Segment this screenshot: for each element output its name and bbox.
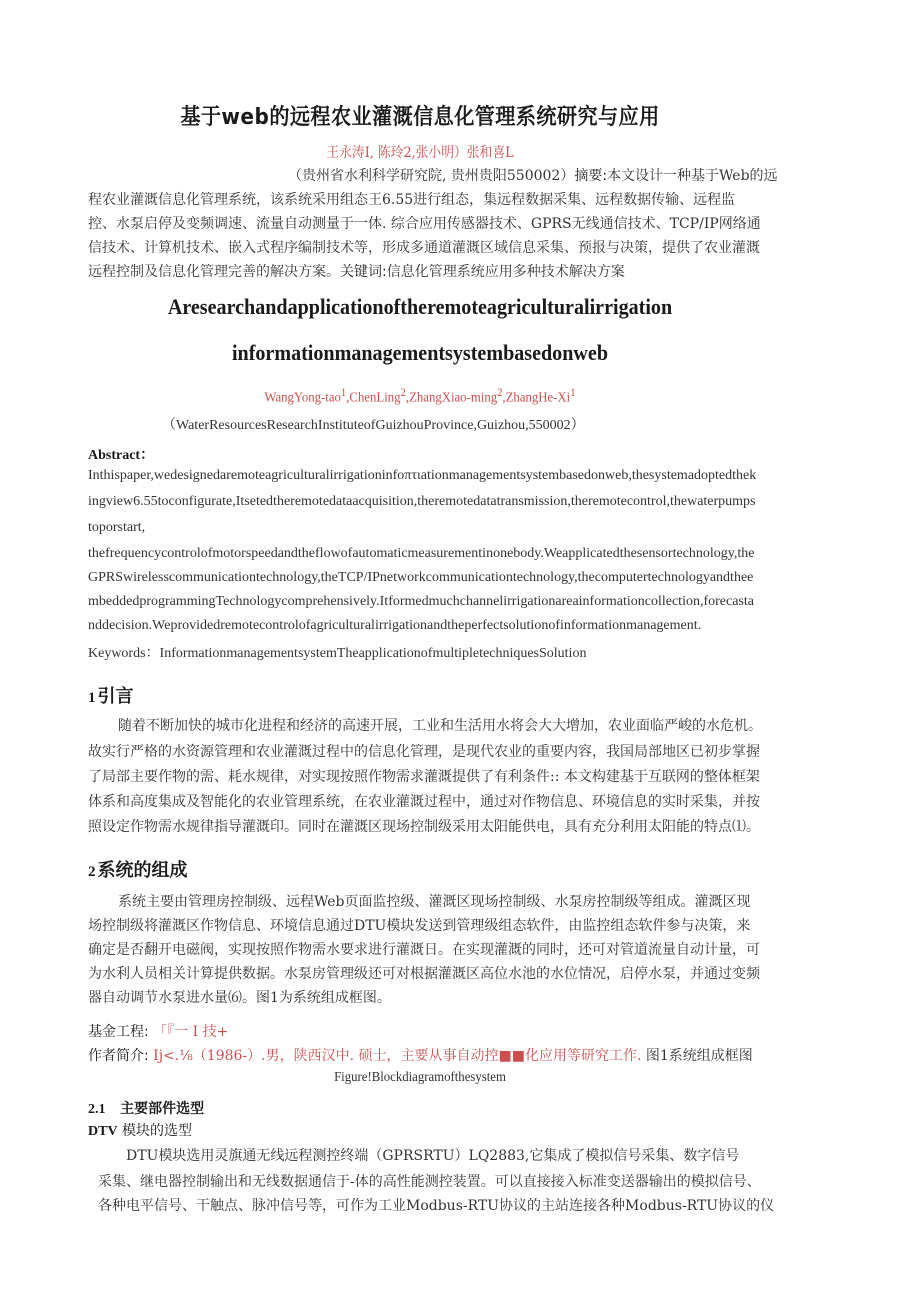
abstract-en-label: Abstract： xyxy=(88,448,155,463)
dtu-line-1: DTU模块选用灵旗通无线远程测控终端（GPRSRTU）LQ2883,它集成了模拟信号采集、数字信号 xyxy=(126,1148,740,1164)
section-2-line-3: 确定是否翻开电磁阀，实现按照作物需水要求进行灌溉日。在实现灌溉的同时，还可对管道流量自动计量，可 xyxy=(88,942,760,958)
figure-1-caption-en: Figure!Blockdiagramofthesystem xyxy=(334,1070,506,1085)
keywords-cn-label: 关键词: xyxy=(340,264,387,280)
affiliation-en: （WaterResourcesResearchInstituteofGuizhouProvince,Guizhou,550002） xyxy=(162,418,585,433)
fund-note xyxy=(88,1020,228,1044)
section-1-heading: 1 引言 xyxy=(88,686,134,707)
abstract-cn-line-5: 远程控制及信息化管理完善的解决方案。关键词:信息化管理系统应用多种技术解决方案 xyxy=(88,264,625,280)
dtu-line-3: 各种电平信号、干触点、脉冲信号等，可作为工业Modbus-RTU协议的主站连接各种Modbus-RTU协议的仪 xyxy=(98,1198,775,1214)
section-2-line-4: 为水利人员相关计算提供数据。水泵房管理级还可对根据灌溉区高位水池的水位情况，启停水泵，并通过变频 xyxy=(88,966,760,982)
dtu-heading: DTV 模块的选型 xyxy=(88,1123,193,1139)
abstract-cn-line-2: 程农业灌溉信息化管理系统，该系统采用组态王6.55进行组态，集远程数据采集、远程数据传输、远程监 xyxy=(88,192,736,208)
section-1-line-1: 随着不断加快的城市化进程和经济的高速开展，工业和生活用水将会大大增加，农业面临严峻的水危机。 xyxy=(118,718,762,734)
fund-label: 基金工程: xyxy=(88,1024,149,1040)
abstract-en-line-5: GPRSwirelesscommunicationtechnology,theTCP/IPnetworkcommunicationtechnology,thecomputertechnologyandthee xyxy=(88,570,754,585)
fund-text: 「『一 I 技+ xyxy=(153,1024,229,1040)
abstract-en-line-3: toporstart, xyxy=(88,520,146,535)
abstract-cn-line-1: （贵州省水利科学研究院, 贵州贵阳550002）摘要:本文设计一种基于Web的远 xyxy=(288,168,778,184)
abstract-cn-line-4: 信技术、计算机技术、嵌入式程序编制技术等，形成多通道灌溉区域信息采集、预报与决策，提供了农业灌溉 xyxy=(88,240,760,256)
abstract-en-line-7: nddecision.Weprovidedremotecontrolofagriculturalirrigationandtheperfectsolutionofinformationmanagement. xyxy=(88,618,702,633)
authors-cn: 王永涛I, 陈玲2,张小明）张和喜L xyxy=(326,145,514,161)
authors-en: WangYong-tao$^1$,ChenLing$^2$,ZhangXiao-ming$^2$,ZhangHe-Xi$^1$ xyxy=(264,386,576,406)
keywords-en: Keywords：InformationmanagementsystemTheapplicationofmultipletechniquesSolution xyxy=(88,646,587,661)
section-2-line-2: 场控制级将灌溉区作物信息、环境信息通过DTU模块发送到管理级组态软件，由监控组态软件参与决策，来 xyxy=(88,918,751,934)
abstract-en-line-6: mbeddedprogrammingTechnologycomprehensively.Itformedmuchchannelirrigationareainformationcollection,forecasta xyxy=(88,594,754,609)
figure-1-caption-cn: 图1系统组成框图 xyxy=(645,1048,753,1064)
keywords-cn: 信息化管理系统应用多种技术解决方案 xyxy=(386,264,625,280)
abstract-cn-line-3: 控、水泵启停及变频调速、流量自动测量于一体. 综合应用传感器技术、GPRS无线通信技术、TCP/IP网络通 xyxy=(88,216,761,232)
title-en-line-1: Aresearchandapplicationoftheremoteagriculturalirrigation xyxy=(167,294,673,319)
dtu-line-2: 采集、继电器控制输出和无线数据通信于-体的高性能测控装置。可以直接接入标准变送器输出的模拟信号、 xyxy=(98,1174,761,1190)
section-1-line-5: 照设定作物需水规律指导灌溉印。同时在灌溉区现场控制级采用太阳能供电，具有充分利用太阳能的特点⑴。 xyxy=(88,819,760,835)
affiliation-cn: （贵州省水利科学研究院, 贵州贵阳550002） xyxy=(288,168,575,184)
section-1-line-3: 了局部主要作物的需、耗水规律，对实现按照作物需求灌溉提供了有利条件:: 本文构建基于互联网的整体框架 xyxy=(88,769,760,785)
abstract-en-line-2: ingview6.55toconfigurate,Itsetedtheremotedataacquisition,theremotedatatransmission,theremotecontrol,thewaterpumps xyxy=(88,494,756,509)
section-1-line-4: 体系和高度集成及智能化的农业管理系统，在农业灌溉过程中，通过对作物信息、环境信息的实时采集，并按 xyxy=(88,794,760,810)
bio-text: Ij<.⅛（1986-）.男，陕西汉中. 硕士，主要从事自动控■■化应用等研究工作. xyxy=(153,1048,642,1064)
section-2-line-1: 系统主要由管理房控制级、远程Web页面监控级、灌溉区现场控制级、水泵房控制级等组成。灌溉区现 xyxy=(118,894,751,910)
title-cn: 基于web的远程农业灌溉信息化管理系统研究与应用 xyxy=(180,105,660,130)
keywords-en-label: Keywords： xyxy=(88,646,160,661)
title-en-line-2: informationmanagementsystembasedonweb xyxy=(231,340,609,365)
section-2-1-heading: 2.1 主要部件选型 xyxy=(88,1101,205,1117)
abstract-cn-label: 摘要: xyxy=(574,168,608,184)
abstract-en-line-1: Inthispaper,wedesignedaremoteagriculturalirrigationinfoπτιationmanagementsystembasedonweb,thesystemadoptedthek xyxy=(88,468,757,483)
section-1-line-2: 故实行严格的水资源管理和农业灌溉过程中的信息化管理，是现代农业的重要内容，我国局部地区已初步掌握 xyxy=(88,744,760,760)
author-bio xyxy=(88,1044,753,1068)
section-2-line-5: 器自动调节水泵进水量⑹。图1为系统组成框图。 xyxy=(88,990,391,1006)
section-2-heading: 2 系统的组成 xyxy=(88,860,188,881)
bio-label: 作者简介: xyxy=(88,1048,149,1064)
abstract-en-line-4: thefrequencycontrolofmotorspeedandtheflowofautomaticmeasurementinonebody.Weapplicatedthesensortechnology,the xyxy=(88,546,755,561)
